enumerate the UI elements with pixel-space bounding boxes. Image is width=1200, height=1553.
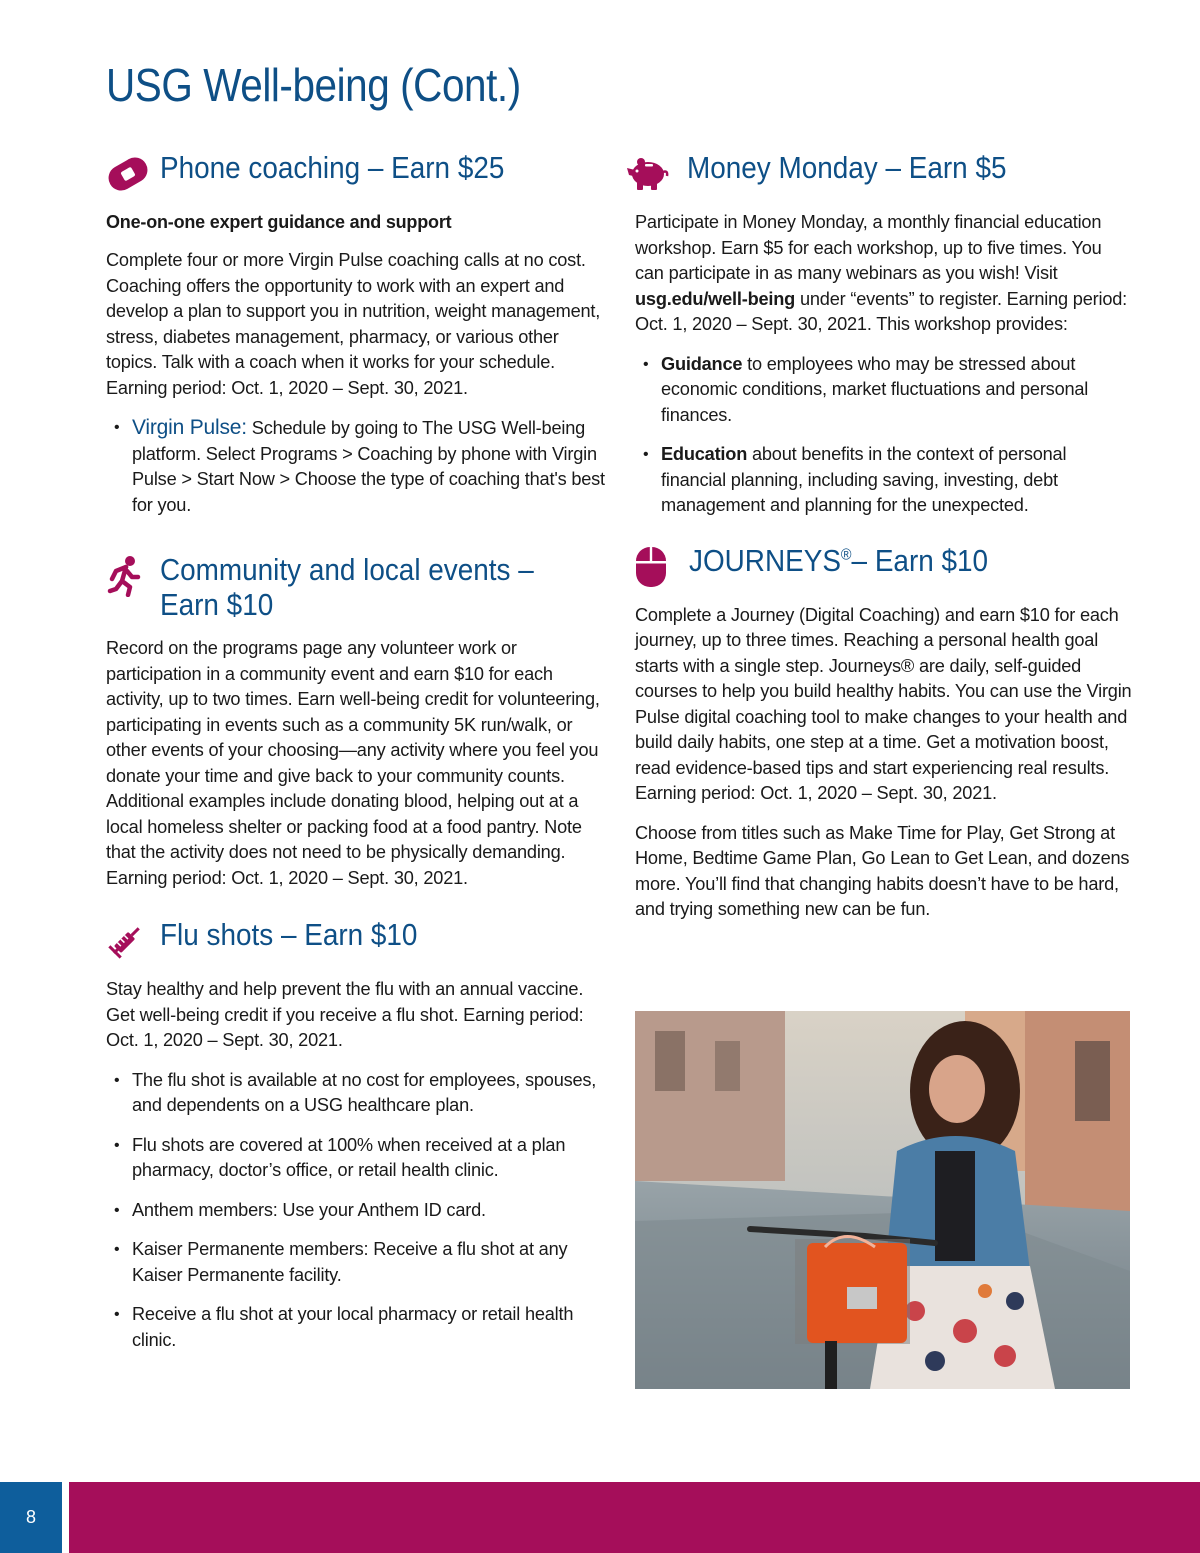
list-item: • Kaiser Permanente members: Receive a flu shot at any Kaiser Permanente facility. [114, 1237, 606, 1288]
community-events-title [154, 552, 575, 622]
list-item: • Anthem members: Use your Anthem ID card. [114, 1198, 606, 1224]
bullet-bold: Guidance [661, 353, 743, 374]
woman-with-bicycle-photo [635, 1011, 1130, 1389]
money-monday-body-pre: Participate in Money Monday, a monthly financial education workshop. Earn $5 for each workshop, up to five times. You can participate in as many webinars as you wish! Visit [635, 212, 1102, 283]
money-monday-heading [623, 150, 1135, 196]
well-being-url: usg.edu/well-being [635, 288, 796, 309]
community-events-body: Record on the programs page any volunteer work or participation in a community event and earn $10 for each activity, up to two times. Earn well-being credit for volunteering, participating in events such as a community 5K run/walk, or other events of your choosing—any activity where you feel you donate your time and give back to your community counts. Additional examples include donating blood, helping out at a local homeless shelter or packing food at a food pantry. Note that the activity does not need to be physically demanding. Earning period: Oct. 1, 2020 – Sept. 30, 2021. [106, 638, 600, 888]
journeys-title [689, 543, 988, 578]
community-events-title-line1: Community and local events – [160, 552, 534, 587]
money-monday-section [635, 150, 1135, 519]
flu-shots-title: Flu shots – Earn $10 [160, 917, 418, 952]
journeys-title-rest: – Earn $10 [851, 542, 989, 578]
flu-shots-heading [106, 917, 606, 963]
journeys-body-2: Choose from titles such as Make Time for Play, Get Strong at Home, Bedtime Game Plan, Go Lean to Get Lean, and dozens more. You’ll find that changing habits doesn’t have to be hard, and trying something new can be fun. [635, 822, 1130, 919]
piggy-bank-icon [623, 152, 681, 196]
money-monday-body-post: under “events” to register. Earning period: Oct. 1, 2020 – Sept. 30, 2021. This workshop provides: [635, 288, 1128, 334]
left-column [106, 150, 606, 1377]
runner-icon [106, 554, 154, 598]
list-item: • The flu shot is available at no cost for employees, spouses, and dependents on a USG healthcare plan. [114, 1068, 606, 1119]
flu-shots-section [106, 917, 606, 1353]
list-item [643, 442, 1135, 519]
page-number: 8 [0, 1482, 62, 1553]
phone-coaching-body: Complete four or more Virgin Pulse coaching calls at no cost. Coaching offers the opportunity to work with an expert and develop a plan to support you in nutrition, weight management, stress, diabetes management, pharmacy, or various other topics. Talk with a coach when it works for your schedule. Earning period: Oct. 1, 2020 – Sept. 30, 2021. [106, 250, 601, 398]
right-column [635, 150, 1135, 947]
list-item: • Flu shots are covered at 100% when received at a plan pharmacy, doctor’s office, or retail health clinic. [114, 1133, 606, 1184]
money-monday-title: Money Monday – Earn $5 [687, 150, 1007, 185]
virgin-pulse-label: Virgin Pulse: [132, 416, 247, 439]
journeys-body: Complete a Journey (Digital Coaching) and earn $10 for each journey, up to three times. Reaching a personal health goal starts with a single step. Journeys® are daily, self-guided courses to help you build healthy habits. You can use the Virgin Pulse digital coaching tool to make changes to your health and build daily habits, one step at a time. Get a motivation boost, read evidence-based tips and start experiencing real results. Earning period: Oct. 1, 2020 – Sept. 30, 2021. [635, 604, 1132, 803]
bullet-text: about benefits in the context of personal financial planning, including saving, investing, debt management and planning for the unexpected. [661, 444, 1067, 515]
syringe-icon [106, 919, 154, 963]
money-monday-body [635, 210, 1135, 338]
flu-shots-body: Stay healthy and help prevent the flu with an annual vaccine. Get well-being credit if you receive a flu shot. Earning period: Oct. 1, 2020 – Sept. 30, 2021. [106, 979, 584, 1050]
registered-mark: ® [840, 546, 852, 564]
page-title: USG Well-being (Cont.) [106, 59, 521, 111]
community-events-heading [106, 552, 606, 622]
phone-coaching-subhead: One-on-one expert guidance and support [106, 212, 452, 232]
list-item [643, 352, 1135, 429]
phone-coaching-heading [106, 150, 606, 196]
money-monday-bullets [643, 352, 1135, 519]
community-events-section [106, 552, 606, 891]
footer-bar [69, 1482, 1200, 1553]
community-events-title-line2: Earn $10 [160, 587, 274, 622]
phone-coaching-title: Phone coaching – Earn $25 [160, 150, 505, 185]
journeys-section [635, 543, 1135, 923]
journeys-heading [635, 543, 1135, 589]
phone-coaching-bullets [114, 415, 606, 518]
list-item: • Receive a flu shot at your local pharmacy or retail health clinic. [114, 1302, 606, 1353]
list-item [114, 415, 606, 518]
virgin-pulse-text: Schedule by going to The USG Well-being platform. Select Programs > Coaching by phone with Virgin Pulse > Start Now > Choose the type of coaching that's best for you. [132, 418, 605, 515]
phone-coaching-section [106, 150, 606, 518]
flu-shots-bullets [114, 1068, 606, 1354]
phone-icon [106, 152, 154, 196]
journeys-title-main: JOURNEYS [689, 542, 841, 578]
bullet-text: to employees who may be stressed about economic conditions, market fluctuations and personal finances. [661, 353, 1089, 425]
mouse-icon [635, 545, 683, 589]
bullet-bold: Education [661, 444, 748, 464]
